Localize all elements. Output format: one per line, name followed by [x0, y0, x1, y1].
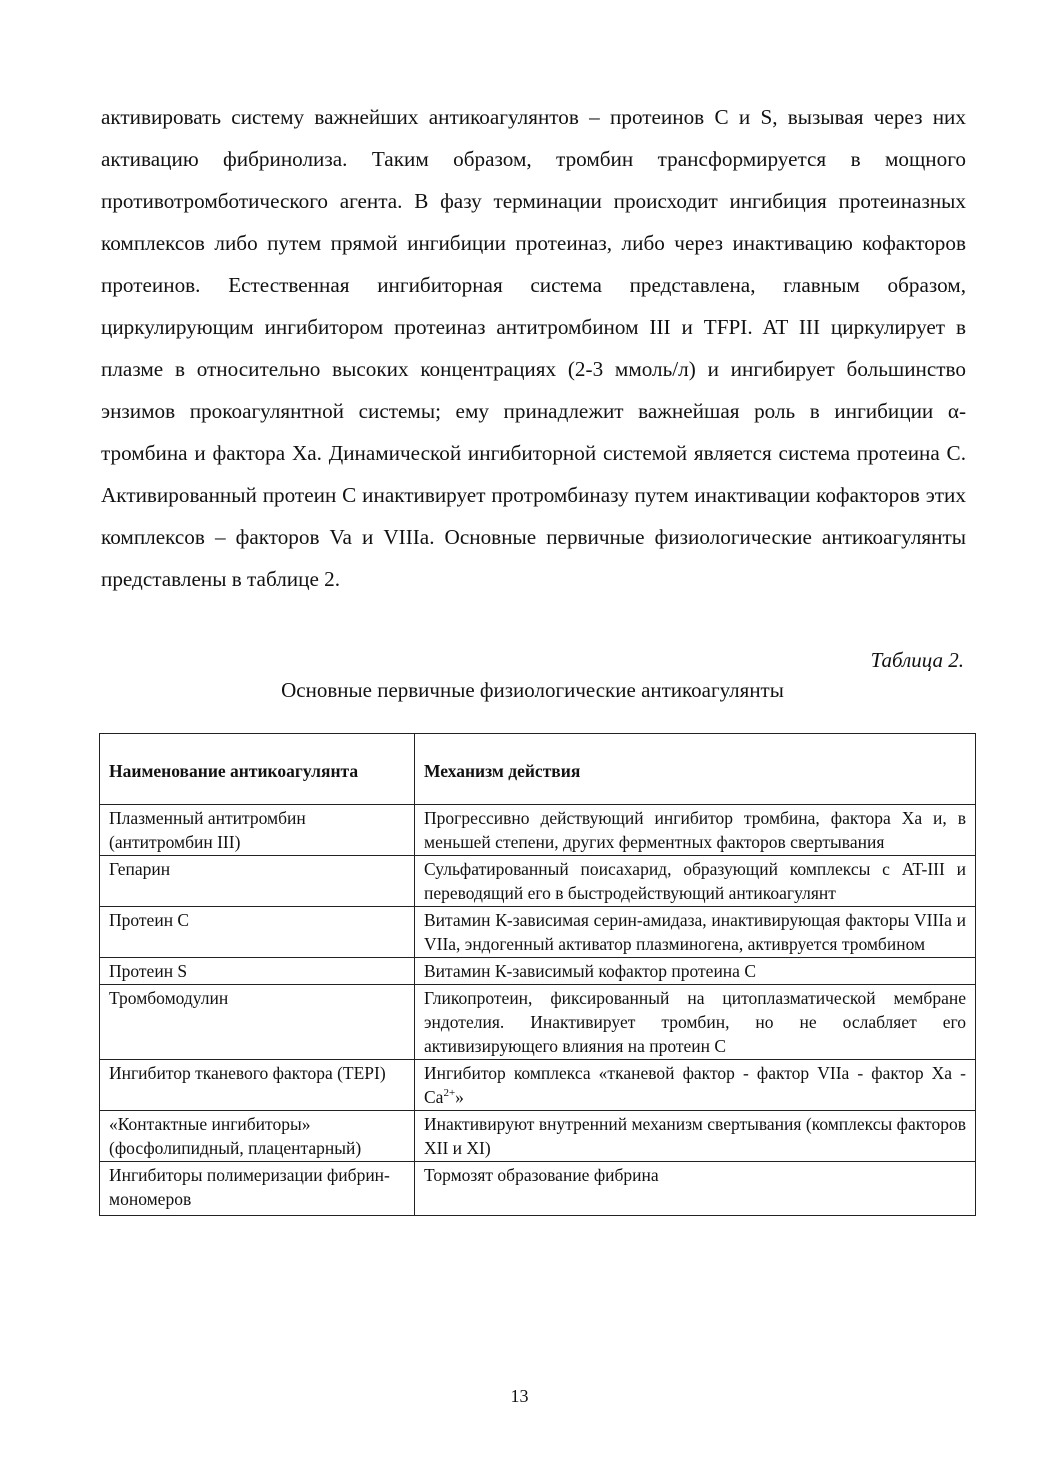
anticoagulant-mechanism: Инактивируют внутренний механизм свертывания (комплексы факторов XII и XI) [415, 1111, 976, 1162]
anticoagulant-mechanism: Сульфатированный поисахарид, образующий комплексы с AT-III и переводящий его в быстродействующий антикоагулянт [415, 856, 976, 907]
table-row [100, 1162, 976, 1216]
header-name: Наименование антикоагулянта [100, 734, 415, 805]
anticoagulant-mechanism: Прогрессивно действующий ингибитор тромбина, фактора Ха и, в меньшей степени, других ферментных факторов свертывания [415, 805, 976, 856]
table-row [100, 856, 976, 907]
anticoagulant-name: «Контактные ингибиторы» (фосфолипидный, плацентарный) [100, 1111, 415, 1162]
table-header-row [100, 734, 976, 805]
anticoagulant-name: Плазменный антитромбин (антитромбин III) [100, 805, 415, 856]
mechanism-text-end: » [455, 1087, 464, 1107]
anticoagulant-name: Ингибитор тканевого фактора (TEPI) [100, 1060, 415, 1111]
table-row [100, 985, 976, 1060]
calcium-charge-superscript: 2+ [443, 1087, 456, 1099]
table-title: Основные первичные физиологические антикоагулянты [281, 678, 784, 702]
anticoagulant-name: Тромбомодулин [100, 985, 415, 1060]
anticoagulant-name: Протеин С [100, 907, 415, 958]
mechanism-text: Ингибитор комплекса «тканевой фактор - фактор VIIa - фактор Ха - Са [424, 1063, 966, 1107]
anticoagulant-name: Гепарин [100, 856, 415, 907]
anticoagulants-table [99, 733, 976, 1216]
table-row [100, 1111, 976, 1162]
table-row [100, 907, 976, 958]
anticoagulant-mechanism: Тормозят образование фибрина [415, 1162, 976, 1216]
body-paragraph: активировать систему важнейших антикоагулянтов – протеинов С и S, вызывая через них активацию фибринолиза. Таким образом, тромбин трансформируется в мощного противотромботического агента. В фазу терминации происходит ингибиция протеиназных комплексов либо путем прямой ингибиции протеиназ, либо через инактивацию кофакторов протеинов. Естественная ингибиторная система представлена, главным образом, циркулирующим ингибитором протеиназ антитромбином III и TFPI. AT III циркулирует в плазме в относительно высоких концентрациях (2-3 ммоль/л) и ингибирует большинство энзимов прокоагулянтной системы; ему принадлежит важнейшая роль в ингибиции α-тромбина и фактора Ха. Динамической ингибиторной системой является система протеина С. Активированный протеин С инактивирует протромбиназу путем инактивации кофакторов этих комплексов – факторов Va и VIIIa. Основные первичные физиологические антикоагулянты представлены в таблице 2. [101, 105, 966, 591]
anticoagulant-mechanism: Витамин К-зависимый кофактор протеина С [415, 958, 976, 985]
anticoagulant-mechanism [415, 1060, 976, 1111]
table-row [100, 805, 976, 856]
header-mechanism: Механизм действия [415, 734, 976, 805]
table-number-label: Таблица 2. [870, 648, 964, 672]
anticoagulant-mechanism: Гликопротеин, фиксированный на цитоплазматической мембране эндотелия. Инактивирует тромбин, но не ослабляет его активизирующего влияния на протеин С [415, 985, 976, 1060]
anticoagulant-name: Ингибиторы полимеризации фибрин-мономеров [100, 1162, 415, 1216]
table-row [100, 1060, 976, 1111]
anticoagulant-name: Протеин S [100, 958, 415, 985]
page-number: 13 [510, 1386, 529, 1406]
table-row [100, 958, 976, 985]
anticoagulant-mechanism: Витамин К-зависимая серин-амидаза, инактивирующая факторы VIIIa и VIIa, эндогенный активатор плазминогена, активруется тромбином [415, 907, 976, 958]
